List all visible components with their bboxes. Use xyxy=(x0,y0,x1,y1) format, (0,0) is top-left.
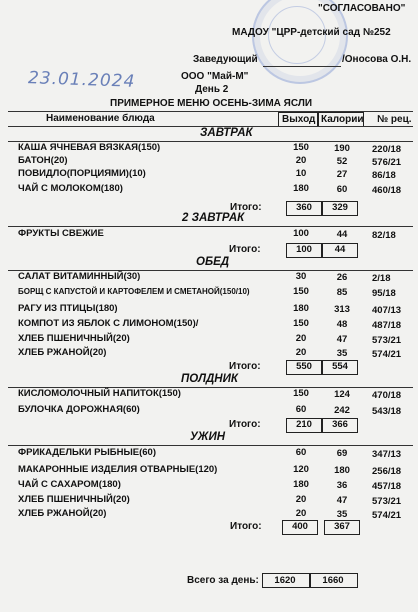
day-total-calories: 1660 xyxy=(322,575,344,586)
meal-total-yield: 100 xyxy=(296,244,312,255)
dish-name: МАКАРОННЫЕ ИЗДЕЛИЯ ОТВАРНЫЕ(120) xyxy=(18,464,218,475)
meal-total-yield: 400 xyxy=(292,521,308,532)
dish-yield: 180 xyxy=(293,479,309,490)
head-label: Заведующий xyxy=(193,54,258,65)
dish-name: РАГУ ИЗ ПТИЦЫ(180) xyxy=(18,303,118,314)
dish-recipe-number: 574/21 xyxy=(372,510,402,521)
head-name: /Оносова О.Н. xyxy=(342,54,412,65)
approved-label: "СОГЛАСОВАНО" xyxy=(318,3,406,14)
meal-total-label: Итого: xyxy=(230,521,262,532)
dish-recipe-number: 220/18 xyxy=(372,144,402,155)
dish-recipe-number: 86/18 xyxy=(372,170,396,181)
dish-name: ПОВИДЛО(ПОРЦИЯМИ)(10) xyxy=(18,168,146,179)
dish-recipe-number: 2/18 xyxy=(372,273,391,284)
dish-yield: 20 xyxy=(295,155,307,166)
meal-title: УЖИН xyxy=(190,431,226,443)
dish-recipe-number: 573/21 xyxy=(372,496,402,507)
column-header-calories: Калории xyxy=(321,114,364,125)
meal-total-label: Итого: xyxy=(230,202,262,213)
dish-name: КИСЛОМОЛОЧНЫЙ НАПИТОК(150) xyxy=(18,388,181,399)
meal-title-underline xyxy=(8,445,413,446)
dish-name: ХЛЕБ ПШЕНИЧНЫЙ(20) xyxy=(18,494,130,505)
dish-recipe-number: 543/18 xyxy=(372,406,402,417)
dish-calories: 124 xyxy=(334,389,350,400)
meal-total-calories: 367 xyxy=(334,521,350,532)
dish-name: ХЛЕБ РЖАНОЙ(20) xyxy=(18,347,107,358)
dish-yield: 30 xyxy=(295,271,307,282)
dish-calories: 47 xyxy=(336,495,348,506)
dish-name: БУЛОЧКА ДОРОЖНАЯ(60) xyxy=(18,404,140,415)
meal-total-calories: 44 xyxy=(334,244,346,255)
dish-recipe-number: 470/18 xyxy=(372,390,402,401)
dish-name: ХЛЕБ ПШЕНИЧНЫЙ(20) xyxy=(18,333,130,344)
dish-recipe-number: 460/18 xyxy=(372,185,402,196)
dish-yield: 180 xyxy=(293,303,309,314)
dish-name: БОРЩ С КАПУСТОЙ И КАРТОФЕЛЕМ И СМЕТАНОЙ(150/10) xyxy=(18,287,250,296)
dish-calories: 242 xyxy=(334,405,350,416)
dish-recipe-number: 347/13 xyxy=(372,449,402,460)
company-name: ООО "Май-М" xyxy=(181,71,249,82)
dish-calories: 85 xyxy=(336,287,348,298)
meal-total-calories: 366 xyxy=(332,419,348,430)
dish-calories: 35 xyxy=(336,348,348,359)
meal-total-label: Итого: xyxy=(229,244,261,255)
dish-yield: 150 xyxy=(293,142,309,153)
dish-recipe-number: 487/18 xyxy=(372,320,402,331)
dish-name: ЧАЙ С МОЛОКОМ(180) xyxy=(18,183,123,194)
dish-calories: 60 xyxy=(336,184,348,195)
dish-recipe-number: 457/18 xyxy=(372,481,402,492)
meal-total-yield: 210 xyxy=(296,419,312,430)
dish-name: КАША ЯЧНЕВАЯ ВЯЗКАЯ(150) xyxy=(18,142,161,153)
dish-recipe-number: 576/21 xyxy=(372,157,402,168)
day-total-yield: 1620 xyxy=(274,575,296,586)
dish-yield: 20 xyxy=(295,333,307,344)
meal-title: ПОЛДНИК xyxy=(181,373,238,385)
dish-calories: 313 xyxy=(334,304,350,315)
dish-yield: 60 xyxy=(295,404,307,415)
dish-yield: 150 xyxy=(293,286,309,297)
dish-yield: 120 xyxy=(293,464,309,475)
column-header-name: Наименование блюда xyxy=(46,113,155,124)
dish-calories: 69 xyxy=(336,448,348,459)
dish-recipe-number: 574/21 xyxy=(372,349,402,360)
dish-yield: 20 xyxy=(295,508,307,519)
dish-calories: 44 xyxy=(336,229,348,240)
dish-recipe-number: 95/18 xyxy=(372,288,396,299)
meal-total-yield: 360 xyxy=(296,202,312,213)
dish-yield: 20 xyxy=(295,494,307,505)
dish-name: ФРУКТЫ СВЕЖИЕ xyxy=(18,228,104,239)
dish-calories: 36 xyxy=(336,480,348,491)
meal-total-label: Итого: xyxy=(229,361,261,372)
dish-calories: 48 xyxy=(336,319,348,330)
meal-title: 2 ЗАВТРАК xyxy=(182,212,245,224)
dish-calories: 47 xyxy=(336,334,348,345)
dish-calories: 52 xyxy=(336,156,348,167)
organization-name: МАДОУ "ЦРР-детский сад №252 xyxy=(232,27,391,38)
dish-recipe-number: 82/18 xyxy=(372,230,396,241)
column-header-yield: Выход xyxy=(282,114,316,125)
dish-name: САЛАТ ВИТАМИННЫЙ(30) xyxy=(18,271,141,282)
dish-calories: 35 xyxy=(336,509,348,520)
meal-title: ОБЕД xyxy=(196,256,230,268)
menu-title: ПРИМЕРНОЕ МЕНЮ ОСЕНЬ-ЗИМА ЯСЛИ xyxy=(110,98,313,109)
dish-yield: 180 xyxy=(293,183,309,194)
dish-name: ФРИКАДЕЛЬКИ РЫБНЫЕ(60) xyxy=(18,447,157,458)
dish-recipe-number: 573/21 xyxy=(372,335,402,346)
meal-total-calories: 554 xyxy=(332,361,348,372)
dish-yield: 100 xyxy=(293,228,309,239)
meal-total-label: Итого: xyxy=(229,419,261,430)
meal-total-yield: 550 xyxy=(296,361,312,372)
dish-calories: 180 xyxy=(334,465,350,476)
dish-name: ХЛЕБ РЖАНОЙ(20) xyxy=(18,508,107,519)
dish-yield: 10 xyxy=(295,168,307,179)
dish-name: БАТОН(20) xyxy=(18,155,68,166)
dish-name: КОМПОТ ИЗ ЯБЛОК С ЛИМОНОМ(150)/ xyxy=(18,318,199,329)
dish-recipe-number: 407/13 xyxy=(372,305,402,316)
dish-name: ЧАЙ С САХАРОМ(180) xyxy=(18,479,121,490)
handwritten-date: 23.01.2024 xyxy=(27,68,136,92)
meal-total-calories: 329 xyxy=(332,202,348,213)
dish-calories: 190 xyxy=(334,143,350,154)
dish-yield: 20 xyxy=(295,347,307,358)
dish-yield: 150 xyxy=(293,318,309,329)
dish-yield: 150 xyxy=(293,388,309,399)
meal-title-underline xyxy=(8,226,413,227)
column-header-recipe: № рец. xyxy=(377,114,412,125)
dish-calories: 26 xyxy=(336,272,348,283)
signature-line xyxy=(263,66,341,67)
meal-title: ЗАВТРАК xyxy=(200,127,253,139)
dish-recipe-number: 256/18 xyxy=(372,466,402,477)
dish-calories: 27 xyxy=(336,169,348,180)
day-label: День 2 xyxy=(195,84,229,95)
dish-yield: 60 xyxy=(295,447,307,458)
day-total-label: Всего за день: xyxy=(187,575,259,586)
